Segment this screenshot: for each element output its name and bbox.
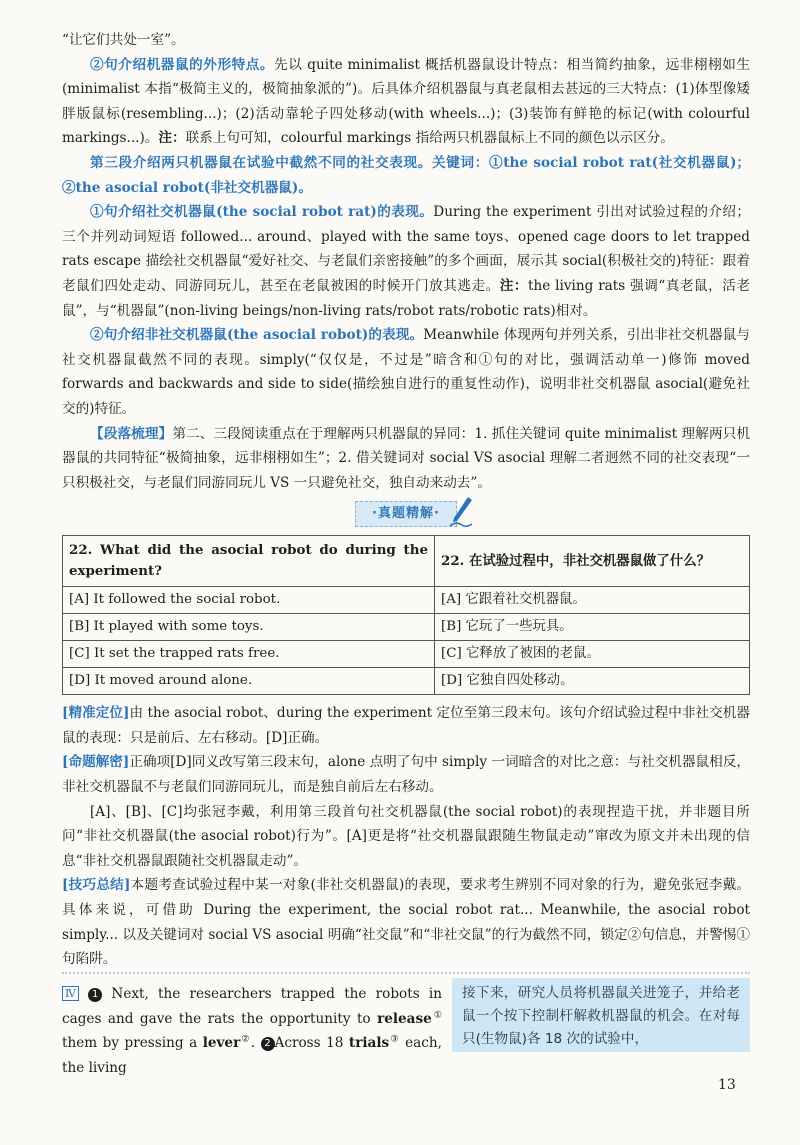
sentence-number-badge: 1 [88, 988, 102, 1002]
banner-wrap [62, 501, 750, 531]
option-en: [C] It set the trapped rats free. [63, 641, 435, 668]
text: “让它们共处一室”。 [62, 32, 185, 48]
paragraph [62, 323, 750, 421]
question-en: 22. What did the asocial robot do during the experiment? [63, 536, 435, 587]
paragraph [62, 53, 750, 151]
text: 联系上句可知，colourful markings 指给两只机器鼠标上不同的颜色以示区分。 [185, 130, 674, 147]
analysis-label: [技巧总结] [62, 877, 131, 894]
note-label: 注： [158, 130, 186, 147]
analysis-paragraph [62, 701, 750, 750]
option-row [63, 641, 750, 668]
option-row [63, 614, 750, 641]
option-row [63, 668, 750, 695]
text: 正确项[D]同义改写第三段末句，alone 点明了句中 simply 一词暗含的对比之意：与社交机器鼠相反，非社交机器鼠不与老鼠们同游同玩儿，而是独自前后左右移动。 [62, 754, 750, 796]
text: 第二、三段阅读重点在于理解两只机器鼠的异同：1. 抓住关键词 quite minimalist 理解两只机器鼠的共同特征“极简抽象，远非栩栩如生”；2. 借关键词对 social VS asocial 理解二者迥然不同的社交表现“一只积极社交，与老鼠们同游同玩儿 VS 一只避免社交，独自动来动去”。 [62, 425, 750, 491]
text: them by pressing a [62, 1035, 203, 1052]
translation-text: 接下来，研究人员将机器鼠关进笼子，并给老鼠一个按下控制杆解救机器鼠的机会。在对每只(生物鼠)各 18 次的试验中， [462, 985, 740, 1047]
footnote-mark: ① [431, 1010, 442, 1021]
footnote-mark: ③ [389, 1034, 400, 1045]
paragraph [62, 200, 750, 323]
section-heading: ②句介绍非社交机器鼠(the asocial robot)的表现。 [90, 327, 424, 344]
option-zh: [D] 它独自四处移动。 [435, 668, 750, 695]
vocab-word: release [377, 1010, 432, 1027]
page-content [62, 28, 750, 972]
option-en: [B] It played with some toys. [63, 614, 435, 641]
pen-icon [448, 495, 474, 529]
option-row [63, 587, 750, 614]
question-row [63, 536, 750, 587]
sentence-number-badge: 2 [261, 1037, 275, 1051]
section-label: 【段落梳理】 [90, 425, 173, 442]
analysis-paragraph [62, 873, 750, 971]
paragraph [62, 422, 750, 496]
text: [A]、[B]、[C]均张冠李戴，利用第三段首句社交机器鼠(the social robot)的表现捏造干扰，并非题目所问“非社交机器鼠(the asocial robot)行为”。[A]更是将“社交机器鼠跟随生物鼠走动”窜改为原文并未出现的信息“非社交机器鼠跟随社交机器鼠走动”。 [62, 803, 750, 869]
text: . [250, 1035, 261, 1052]
paragraph [62, 151, 750, 200]
analysis-label: [命题解密] [62, 754, 130, 771]
vocab-word: trials [348, 1035, 390, 1052]
text: Next, the researchers trapped the robots in cages and gave the rats the opportunity to [62, 986, 442, 1027]
text: the living rats 强调“真老鼠，活老鼠”，与“机器鼠”(non-living beings/non-living rats/robot rats/robotic rats)相对。 [62, 277, 751, 319]
vocab-word: lever [202, 1035, 241, 1052]
analysis-label: [精准定位] [62, 705, 130, 722]
option-en: [A] It followed the social robot. [63, 587, 435, 614]
section-heading: ①句介绍社交机器鼠(the social robot rat)的表现。 [90, 204, 434, 221]
dotted-divider [62, 972, 750, 974]
text: During the experiment 引出对试验过程的介绍；三个并列动词短语 followed... around、played with the same toys、opened cage doors to let trapped rats escape 描绘社交机器鼠“爱好社交、与老鼠们亲密接触”的多个画面，展示其 social(积极社交的)特征：跟着老鼠们四处走动、同游同玩儿，甚至在老鼠被困的时候开门放其逃走。 [62, 204, 750, 294]
option-zh: [A] 它跟着社交机器鼠。 [435, 587, 750, 614]
footnote-mark: ② [240, 1034, 251, 1045]
text: 先以 quite minimalist 概括机器鼠设计特点：相当简约抽象，远非栩栩如生(minimalist 本指“极简主义的，极简抽象派的”)。后具体介绍机器鼠与真老鼠相去甚远的三大特点：(1)体型像矮胖版鼠标(resembling...)；(2)活动靠轮子四处移动(with wheels...)；(3)装饰有鲜艳的标记(with colourful markings...)。 [62, 56, 750, 147]
question-table [62, 535, 750, 695]
analysis-paragraph [62, 800, 750, 874]
text: Meanwhile 体现两句并列关系，引出非社交机器鼠与社交机器鼠截然不同的表现。simply(“仅仅是，不过是”暗含和①句的对比，强调活动单一)修饰 moved forwards and backwards and side to side(描绘独自进行的重复性动作)，说明非社交机器鼠 asocial(避免社交的)特征。 [62, 327, 750, 417]
text: Across 18 [274, 1035, 349, 1052]
analysis-paragraph [62, 750, 750, 799]
section-heading: ②句介绍机器鼠的外形特点。 [90, 56, 275, 73]
option-zh: [C] 它释放了被困的老鼠。 [435, 641, 750, 668]
text: 本题考查试验过程中某一对象(非社交机器鼠)的表现，要求考生辨别不同对象的行为，避免张冠李戴。具体来说，可借助 During the experiment, the social robot rat... Meanwhile, the asocial robot simply... 以及关键词对 social VS asocial 明确“社交鼠”和“非社交鼠”的行为截然不同，锁定②句信息，并警惕①句陷阱。 [62, 877, 750, 968]
section-banner: ·真题精解· [355, 501, 457, 527]
page-number: 13 [718, 1077, 736, 1093]
option-zh: [B] 它玩了一些玩具。 [435, 614, 750, 641]
option-en: [D] It moved around alone. [63, 668, 435, 695]
text: 由 the asocial robot、during the experiment 定位至第三段末句。该句介绍试验过程中非社交机器鼠的表现：只是前后、左右移动。[D]正确。 [62, 705, 750, 746]
paragraph-number-badge: Ⅳ [62, 986, 79, 1001]
paragraph [62, 28, 750, 53]
text: each, the living [62, 1035, 442, 1076]
section-heading: 第三段介绍两只机器鼠在试验中截然不同的社交表现。关键词：①the social robot rat(社交机器鼠)；②the asocial robot(非社交机器鼠)。 [62, 154, 750, 196]
question-zh: 22. 在试验过程中，非社交机器鼠做了什么？ [435, 536, 750, 587]
translation-box [452, 978, 750, 1052]
note-label: 注： [499, 277, 529, 294]
passage-text [62, 982, 442, 1080]
